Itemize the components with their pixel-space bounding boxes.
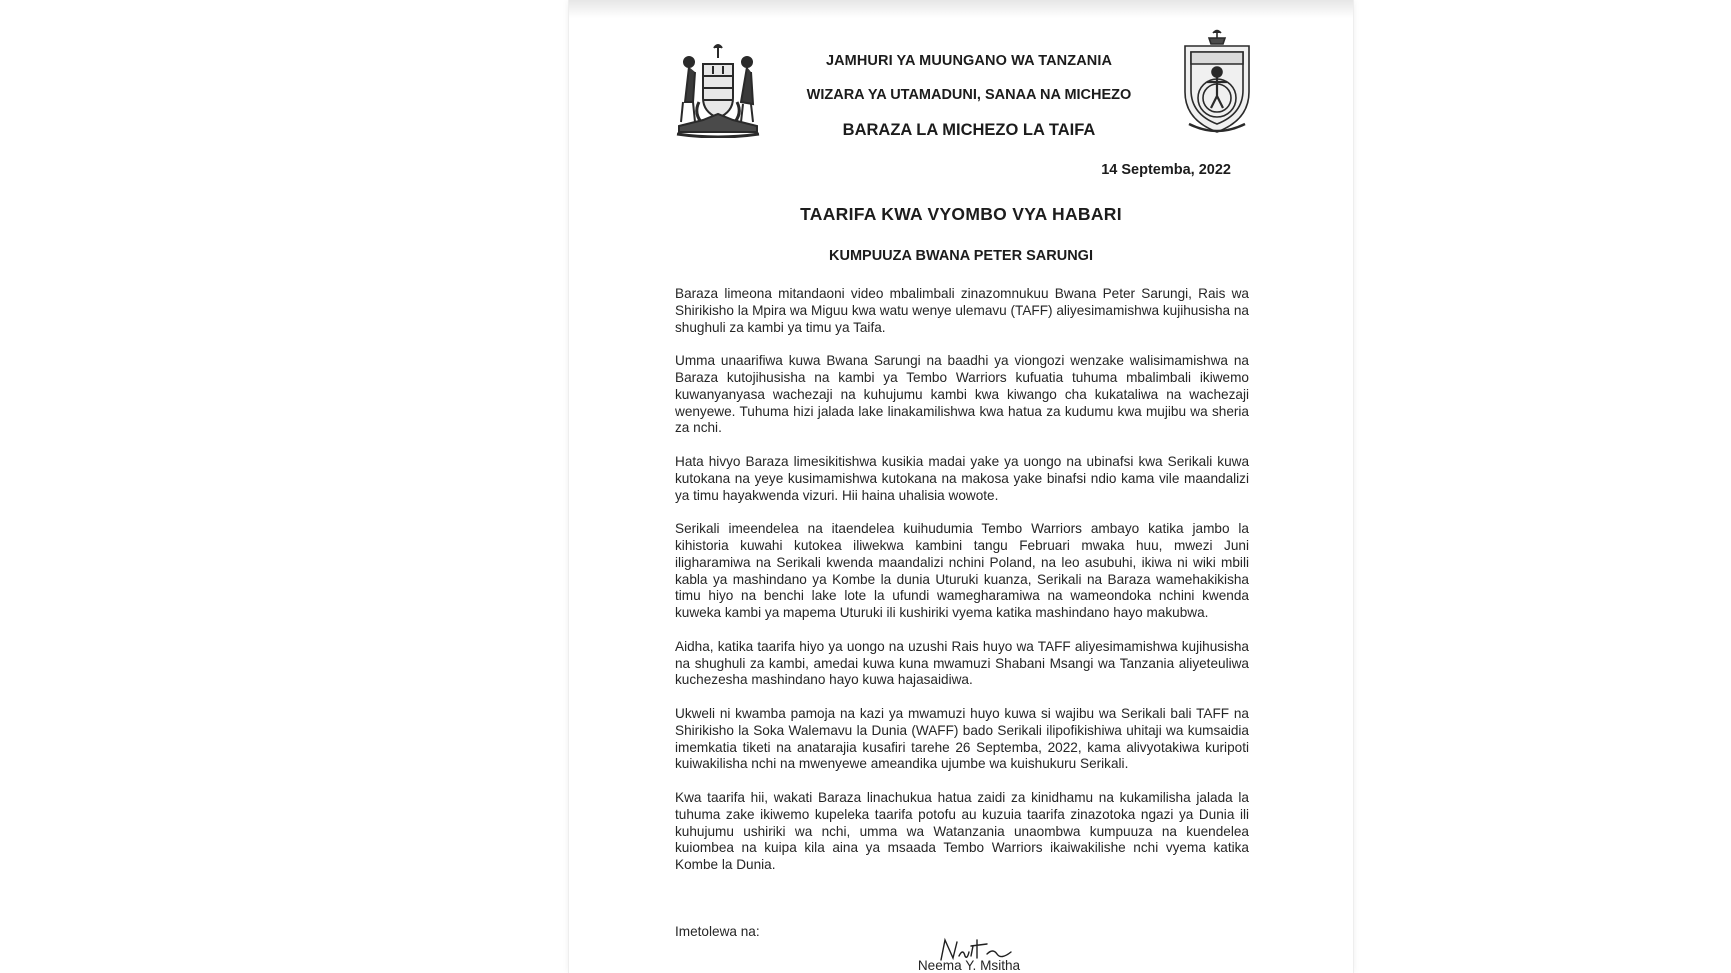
paragraph-1: Baraza limeona mitandaoni video mbalimbali zinazomnukuu Bwana Peter Sarungi, Rais wa Shirikisho la Mpira wa Miguu kwa watu wenye ulemavu (TAFF) aliyesimamishwa kujihusisha na shughuli za kambi ya timu ya Taifa. (675, 286, 1249, 335)
letter-date: 14 Septemba, 2022 (1101, 162, 1231, 178)
letterhead-line-2: WIZARA YA UTAMADUNI, SANAA NA MICHEZO (806, 87, 1132, 103)
paragraph-5: Aidha, katika taarifa hiyo ya uongo na uzushi Rais huyo wa TAFF aliyesimamishwa kujihusisha na shughuli za kambi, amedai kuwa kuna mwamuzi Shabani Msangi wa Tanzania aliyeteuliwa kuchezesha mashindano hayo kuwa hajasaidiwa. (675, 638, 1249, 688)
document-title: TAARIFA KWA VYOMBO VYA HABARI (800, 204, 1122, 224)
tanzania-coat-of-arms-icon (673, 42, 763, 138)
letter-page (568, 0, 1354, 973)
paragraph-4: Serikali imeendelea na itaendelea kuihudumia Tembo Warriors ambayo katika jambo la kihistoria kuwahi kutokea iliwekwa kambini tangu Februari mwaka huu, mwezi Juni iligharamiwa na Serikali kwenda maandalizi nchini Poland, na leo asubuhi, ikiwa ni wiki mbili kabla ya mashindano ya Kombe la dunia Uturuki kuanza, Serikali na Baraza wamehakikisha timu hiyo na benchi lake lote la ufundi wamegharamiwa na wameondoka nchini kwenda kuweka kambi ya mapema Uturuki ili kushiriki vyema katika mashindano hayo makubwa. (675, 521, 1249, 621)
paragraph-7: Kwa taarifa hii, wakati Baraza linachukua hatua zaidi za kinidhamu na kukamilisha jalada la tuhuma zake ikiwemo kupeleka taarifa potofu au kuzuia taarifa zinazotoka ngazi ya Dunia ili kuhujumu ushiriki wa nchi, umma wa Watanzania unaombwa kumpuuza na kuendelea kuiombea na kuipa kila aina ya msaada Tembo Warriors ikaiwakilishe nchi vyema katika Kombe la Dunia. (675, 789, 1249, 873)
paragraph-3: Hata hivyo Baraza limesikitishwa kusikia madai yake ya uongo na ubinafsi kwa Serikali kuwa kutokana na yeye kusimamishwa kutokana na makosa yake binafsi ndio kama vile maandalizi ya timu hayakwenda vizuri. Hii haina uhalisia wowote. (675, 453, 1249, 503)
document-subtitle: KUMPUUZA BWANA PETER SARUNGI (829, 248, 1093, 264)
letterhead-line-3: BARAZA LA MICHEZO LA TAIFA (842, 121, 1096, 139)
issued-by-label: Imetolewa na: (675, 924, 760, 939)
paragraph-6: Ukweli ni kwamba pamoja na kazi ya mwamuzi huyo kuwa si wajibu wa Serikali bali TAFF na Shirikisho la Soka Walemavu la Dunia (WAFF) bado Serikali ilipofikishiwa uhitaji wa kumsaidia imemkatia tiketi na anatarajia kusafiri tarehe 26 Septemba, 2022, kama alivyotakiwa kuripoti kuiwakilisha nchi na mwenyewe ameandika ujumbe wa kuishukuru Serikali. (675, 705, 1249, 772)
letter-body (675, 286, 1249, 891)
paragraph-2: Umma unaarifiwa kuwa Bwana Sarungi na baadhi ya viongozi wenzake walisimamishwa na Baraza kutojihusisha na kambi ya Tembo Warriors kufuatia tuhuma mbalimbali ikiwemo kuwanyanyasa wachezaji na kuhujumu kambi kwa kiwango cha kukataliwa na wachezaji wenyewe. Tuhuma hizi jalada lake linakamilishwa kwa hatua za kudumu kwa mujibu wa sheria za nchi. (675, 353, 1249, 436)
scan-top-shadow (569, 0, 1353, 18)
national-sports-council-seal-icon (1175, 28, 1259, 138)
letterhead-line-1: JAMHURI YA MUUNGANO WA TANZANIA (825, 53, 1113, 69)
signer-name: Neema Y. Msitha (917, 958, 1021, 973)
letterhead (769, 44, 1169, 148)
